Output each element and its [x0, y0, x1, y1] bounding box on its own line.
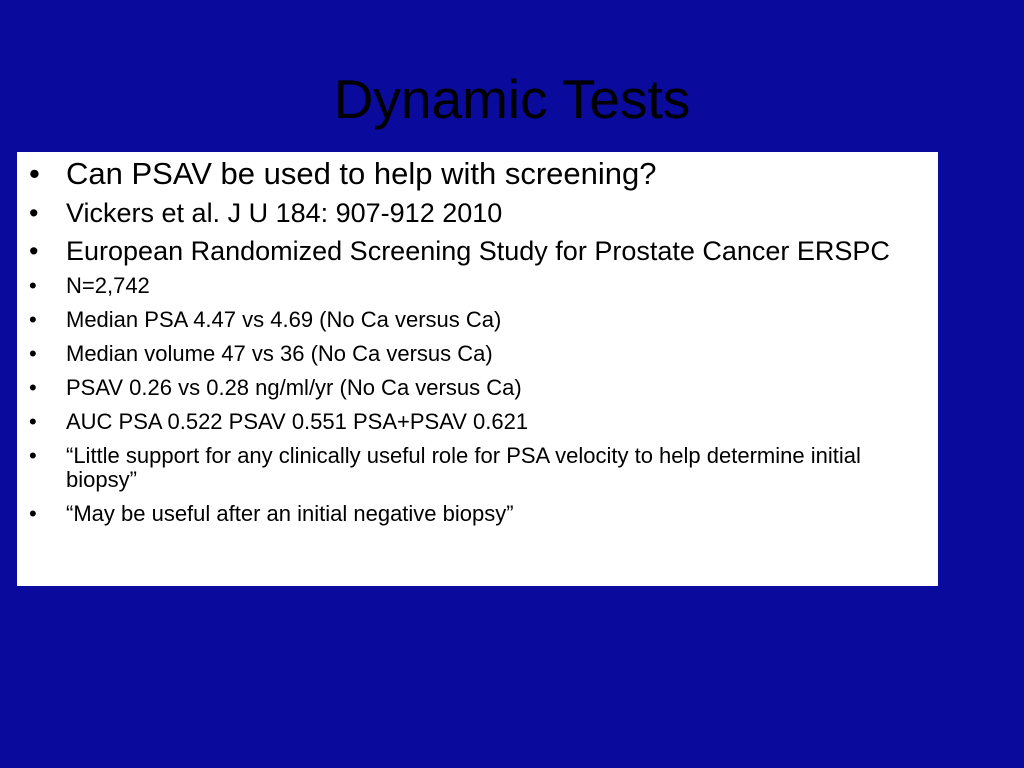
- bullet-text: PSAV 0.26 vs 0.28 ng/ml/yr (No Ca versus Ca): [66, 375, 522, 400]
- bullet-text: Vickers et al. J U 184: 907-912 2010: [66, 198, 503, 228]
- bullet-icon: •: [29, 156, 40, 191]
- bullet-icon: •: [29, 375, 37, 400]
- bullet-text: “May be useful after an initial negative biopsy”: [66, 501, 514, 526]
- bullet-item: [17, 198, 938, 229]
- bullet-item: [17, 376, 938, 400]
- content-box: [17, 152, 938, 586]
- bullet-icon: •: [29, 198, 39, 228]
- bullet-text: European Randomized Screening Study for Prostate Cancer ERSPC: [66, 236, 890, 266]
- bullet-icon: •: [29, 273, 37, 298]
- slide-title: Dynamic Tests: [333, 68, 691, 130]
- bullet-item: [17, 410, 938, 434]
- bullet-text: “Little support for any clinically useful role for PSA velocity to help determine initial biopsy”: [66, 443, 861, 492]
- bullet-item: [17, 502, 938, 526]
- bullet-text: Median volume 47 vs 36 (No Ca versus Ca): [66, 341, 493, 366]
- bullet-item: [17, 444, 938, 492]
- bullet-icon: •: [29, 501, 37, 526]
- bullet-item: [17, 308, 938, 332]
- bullet-icon: •: [29, 409, 37, 434]
- bullet-icon: •: [29, 443, 37, 468]
- bullet-text: AUC PSA 0.522 PSAV 0.551 PSA+PSAV 0.621: [66, 409, 529, 434]
- bullet-list: [17, 156, 938, 526]
- bullet-icon: •: [29, 307, 37, 332]
- bullet-text: N=2,742: [66, 273, 150, 298]
- bullet-text: Can PSAV be used to help with screening?: [66, 156, 657, 191]
- bullet-text: Median PSA 4.47 vs 4.69 (No Ca versus Ca): [66, 307, 502, 332]
- bullet-item: [17, 156, 938, 191]
- bullet-item: [17, 274, 938, 298]
- bullet-item: [17, 342, 938, 366]
- bullet-icon: •: [29, 341, 37, 366]
- bullet-icon: •: [29, 236, 39, 266]
- bullet-item: [17, 236, 938, 267]
